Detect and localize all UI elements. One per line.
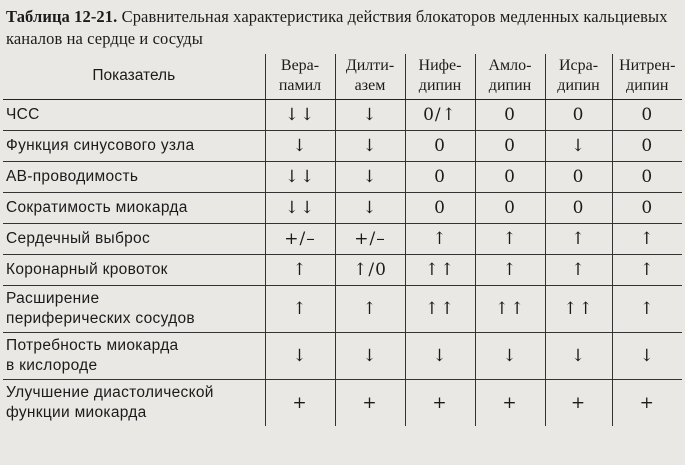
cell-value: 0/↑ (405, 100, 475, 131)
cell-value: ↓ (335, 162, 405, 193)
cell-value: ↓ (335, 193, 405, 224)
cell-value: ↓ (335, 100, 405, 131)
table-header-row (3, 54, 682, 100)
cell-value: ↑↑ (545, 286, 612, 333)
cell-value: +/– (335, 224, 405, 255)
cell-value: ↑↑ (405, 286, 475, 333)
table-caption (6, 6, 678, 50)
cell-value: ↑ (612, 224, 682, 255)
cell-value: ↑ (475, 224, 545, 255)
cell-value: 0 (475, 162, 545, 193)
cell-value: + (612, 380, 682, 427)
table-row (3, 380, 682, 427)
cell-value: ↓ (405, 333, 475, 380)
cell-value: ↑ (475, 255, 545, 286)
row-param: АВ-проводимость (3, 162, 265, 193)
cell-value: 0 (612, 193, 682, 224)
cell-value: ↑ (265, 255, 335, 286)
cell-value: ↓ (335, 333, 405, 380)
row-param: Сократимость миокарда (3, 193, 265, 224)
header-drug-diltiazem: Дилти- азем (335, 54, 405, 100)
cell-value: 0 (405, 193, 475, 224)
cell-value: ↑ (612, 255, 682, 286)
table-row (3, 162, 682, 193)
cell-value: ↓ (335, 131, 405, 162)
cell-value: ↑ (545, 224, 612, 255)
cell-value: ↓ (545, 333, 612, 380)
cell-value: ↑ (405, 224, 475, 255)
cell-value: ↑/0 (335, 255, 405, 286)
row-param: Функция синусового узла (3, 131, 265, 162)
cell-value: + (265, 380, 335, 427)
table-caption-text: Сравнительная характеристика действия блокаторов медленных кальциевых каналов на сердце и сосуды (6, 7, 668, 48)
table-row (3, 286, 682, 333)
row-param: Коронарный кровоток (3, 255, 265, 286)
cell-value: +/– (265, 224, 335, 255)
header-drug-nifedipine: Нифе- дипин (405, 54, 475, 100)
header-drug-nitrendipine: Нитрен- дипин (612, 54, 682, 100)
cell-value: ↑ (545, 255, 612, 286)
table-row (3, 193, 682, 224)
comparison-table (3, 54, 682, 426)
cell-value: ↑ (335, 286, 405, 333)
cell-value: ↑↑ (475, 286, 545, 333)
cell-value: + (335, 380, 405, 427)
cell-value: 0 (612, 162, 682, 193)
cell-value: 0 (475, 193, 545, 224)
cell-value: 0 (405, 162, 475, 193)
cell-value: 0 (545, 100, 612, 131)
table-row (3, 100, 682, 131)
cell-value: 0 (612, 131, 682, 162)
cell-value: 0 (475, 100, 545, 131)
cell-value: 0 (545, 162, 612, 193)
table-caption-label: Таблица 12-21. (6, 7, 118, 26)
cell-value: ↓ (612, 333, 682, 380)
cell-value: ↑ (265, 286, 335, 333)
cell-value: ↓↓ (265, 162, 335, 193)
cell-value: 0 (475, 131, 545, 162)
cell-value: ↓↓ (265, 193, 335, 224)
header-drug-amlodipine: Амло- дипин (475, 54, 545, 100)
row-param: ЧСС (3, 100, 265, 131)
cell-value: + (405, 380, 475, 427)
cell-value: ↓↓ (265, 100, 335, 131)
cell-value: ↓ (545, 131, 612, 162)
header-param: Показатель (3, 54, 265, 100)
header-drug-isradipine: Исра- дипин (545, 54, 612, 100)
table-row (3, 333, 682, 380)
cell-value: 0 (545, 193, 612, 224)
cell-value: ↓ (265, 333, 335, 380)
row-param: Расширение периферических сосудов (3, 286, 265, 333)
table-row (3, 131, 682, 162)
cell-value: + (545, 380, 612, 427)
cell-value: + (475, 380, 545, 427)
table-row (3, 224, 682, 255)
row-param: Улучшение диастолической функции миокарда (6, 384, 214, 421)
cell-value: ↑ (612, 286, 682, 333)
cell-value: ↑↑ (405, 255, 475, 286)
row-param: Сердечный выброс (3, 224, 265, 255)
cell-value: 0 (405, 131, 475, 162)
cell-value: ↓ (475, 333, 545, 380)
row-param: Потребность миокарда в кислороде (3, 333, 265, 380)
cell-value: ↓ (265, 131, 335, 162)
table-row (3, 255, 682, 286)
header-drug-verapamil: Вера- памил (265, 54, 335, 100)
cell-value: 0 (612, 100, 682, 131)
